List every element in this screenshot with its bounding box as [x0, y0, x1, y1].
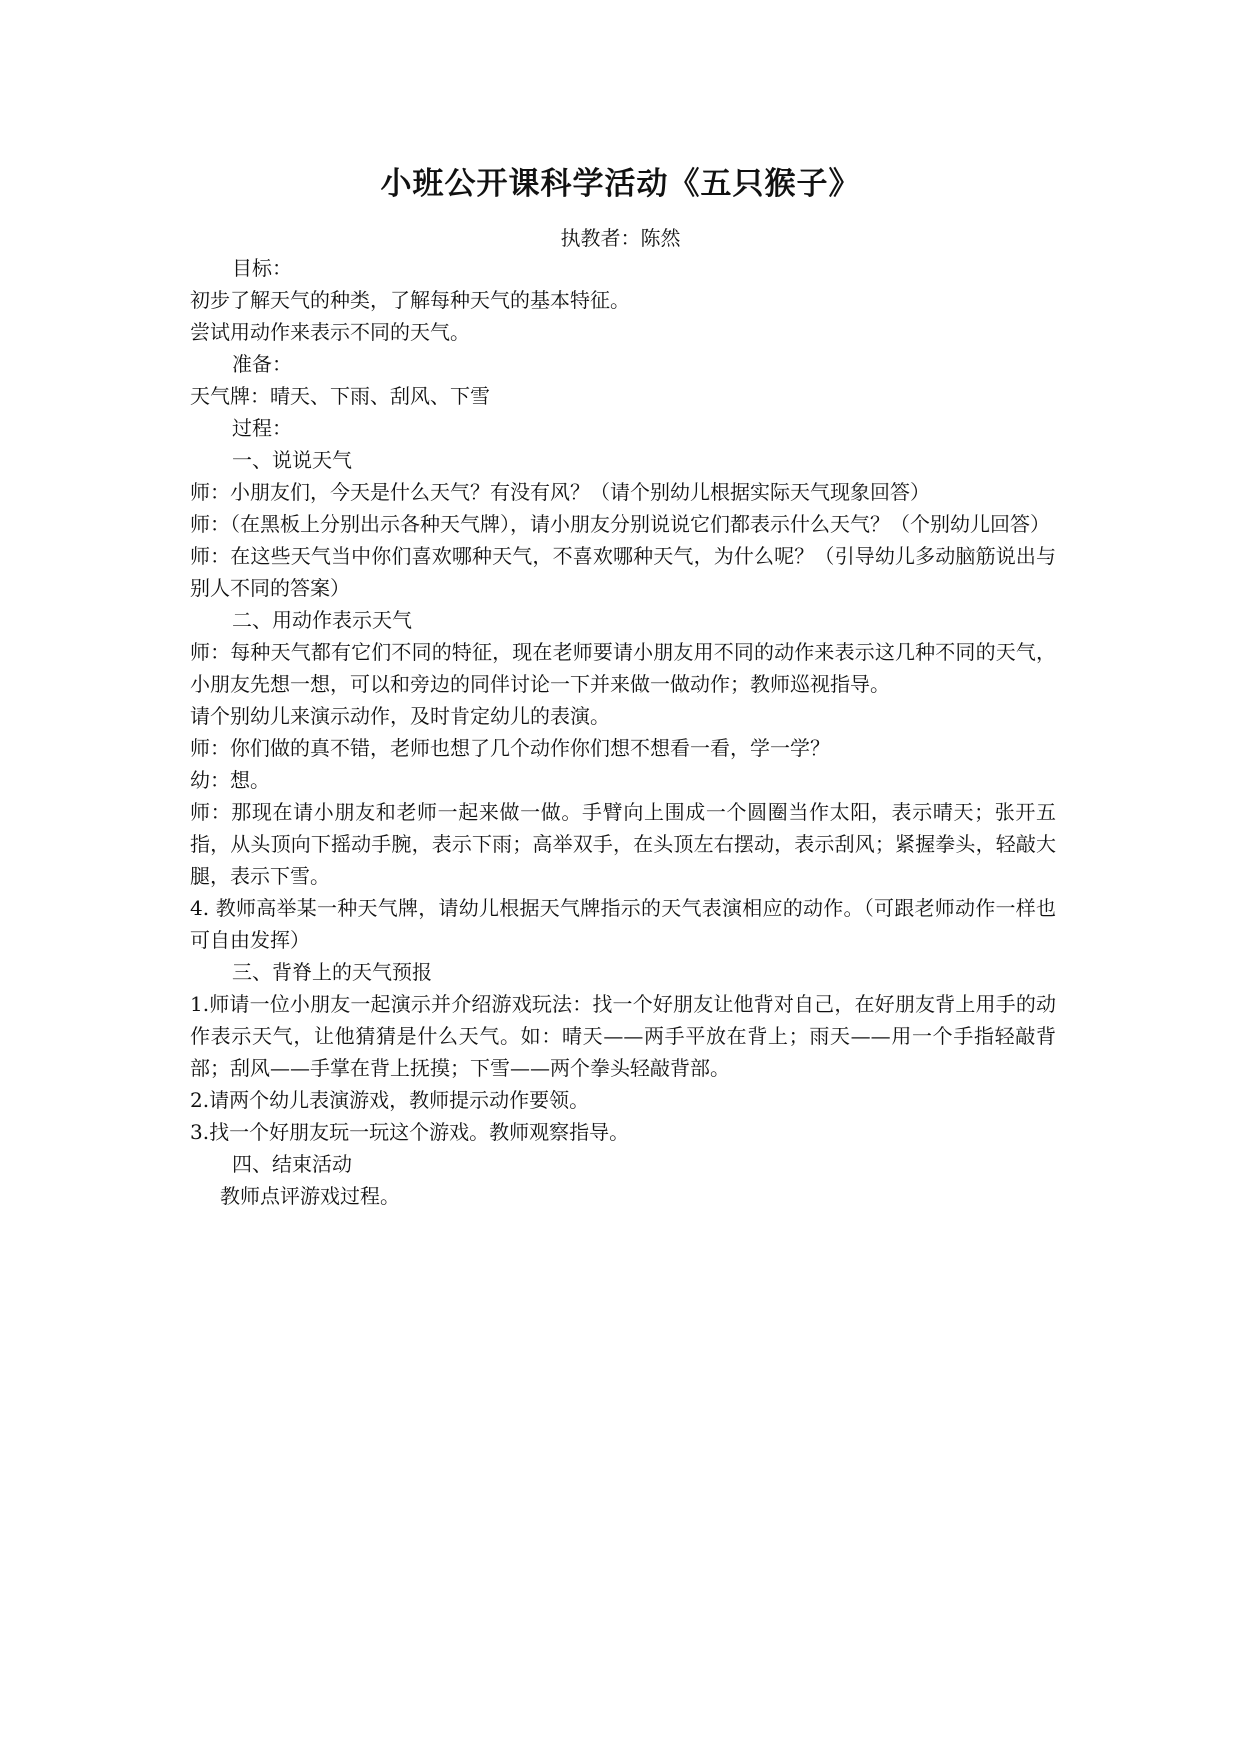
section-heading-preparation: 准备： — [232, 352, 292, 376]
paragraph: 2.请两个幼儿表演游戏，教师提示动作要领。 — [190, 1088, 590, 1112]
section-heading-goals: 目标： — [232, 256, 292, 280]
author-line: 执教者：陈然 — [560, 226, 681, 250]
paragraph: 师：每种天气都有它们不同的特征，现在老师要请小朋友用不同的动作来表示这几种不同的天气，小朋友先想一想，可以和旁边的同伴讨论一下并来做一做动作；教师巡视指导。 — [190, 640, 1056, 696]
paragraph: 3.找一个好朋友玩一玩这个游戏。教师观察指导。 — [190, 1120, 630, 1144]
paragraph: 师：在这些天气当中你们喜欢哪种天气，不喜欢哪种天气，为什么呢？（引导幼儿多动脑筋说出与别人不同的答案） — [190, 544, 1056, 600]
goal-item: 初步了解天气的种类，了解每种天气的基本特征。 — [190, 288, 630, 312]
subsection-heading: 二、用动作表示天气 — [232, 608, 412, 632]
goal-item: 尝试用动作来表示不同的天气。 — [190, 320, 470, 344]
paragraph: 1.师请一位小朋友一起演示并介绍游戏玩法：找一个好朋友让他背对自己，在好朋友背上用手的动作表示天气，让他猜猜是什么天气。如：晴天——两手平放在背上；雨天——用一个手指轻敲背部；刮风——手掌在背上抚摸；下雪——两个拳头轻敲背部。 — [190, 992, 1056, 1080]
paragraph: 师：你们做的真不错，老师也想了几个动作你们想不想看一看，学一学？ — [190, 736, 830, 760]
paragraph: 幼：想。 — [190, 768, 270, 792]
subsection-heading: 四、结束活动 — [232, 1152, 352, 1176]
paragraph: 师：（在黑板上分别出示各种天气牌），请小朋友分别说说它们都表示什么天气？（个别幼儿回答） — [190, 512, 1050, 536]
paragraph: 请个别幼儿来演示动作，及时肯定幼儿的表演。 — [190, 704, 610, 728]
paragraph: 教师点评游戏过程。 — [220, 1184, 400, 1208]
paragraph: 师：小朋友们，今天是什么天气？有没有风？（请个别幼儿根据实际天气现象回答） — [190, 480, 930, 504]
paragraph: 4. 教师高举某一种天气牌，请幼儿根据天气牌指示的天气表演相应的动作。（可跟老师动作一样也可自由发挥） — [190, 896, 1056, 952]
paragraph: 师：那现在请小朋友和老师一起来做一做。手臂向上围成一个圆圈当作太阳，表示晴天；张开五指，从头顶向下摇动手腕，表示下雨；高举双手，在头顶左右摆动，表示刮风；紧握拳头，轻敲大腿，表示下雪。 — [190, 800, 1056, 888]
subsection-heading: 三、背脊上的天气预报 — [232, 960, 432, 984]
section-heading-process: 过程： — [232, 416, 292, 440]
document-body — [190, 252, 1056, 1212]
document-title: 小班公开课科学活动《五只猴子》 — [380, 166, 861, 202]
preparation-item: 天气牌：晴天、下雨、刮风、下雪 — [190, 384, 490, 408]
subsection-heading: 一、说说天气 — [232, 448, 352, 472]
